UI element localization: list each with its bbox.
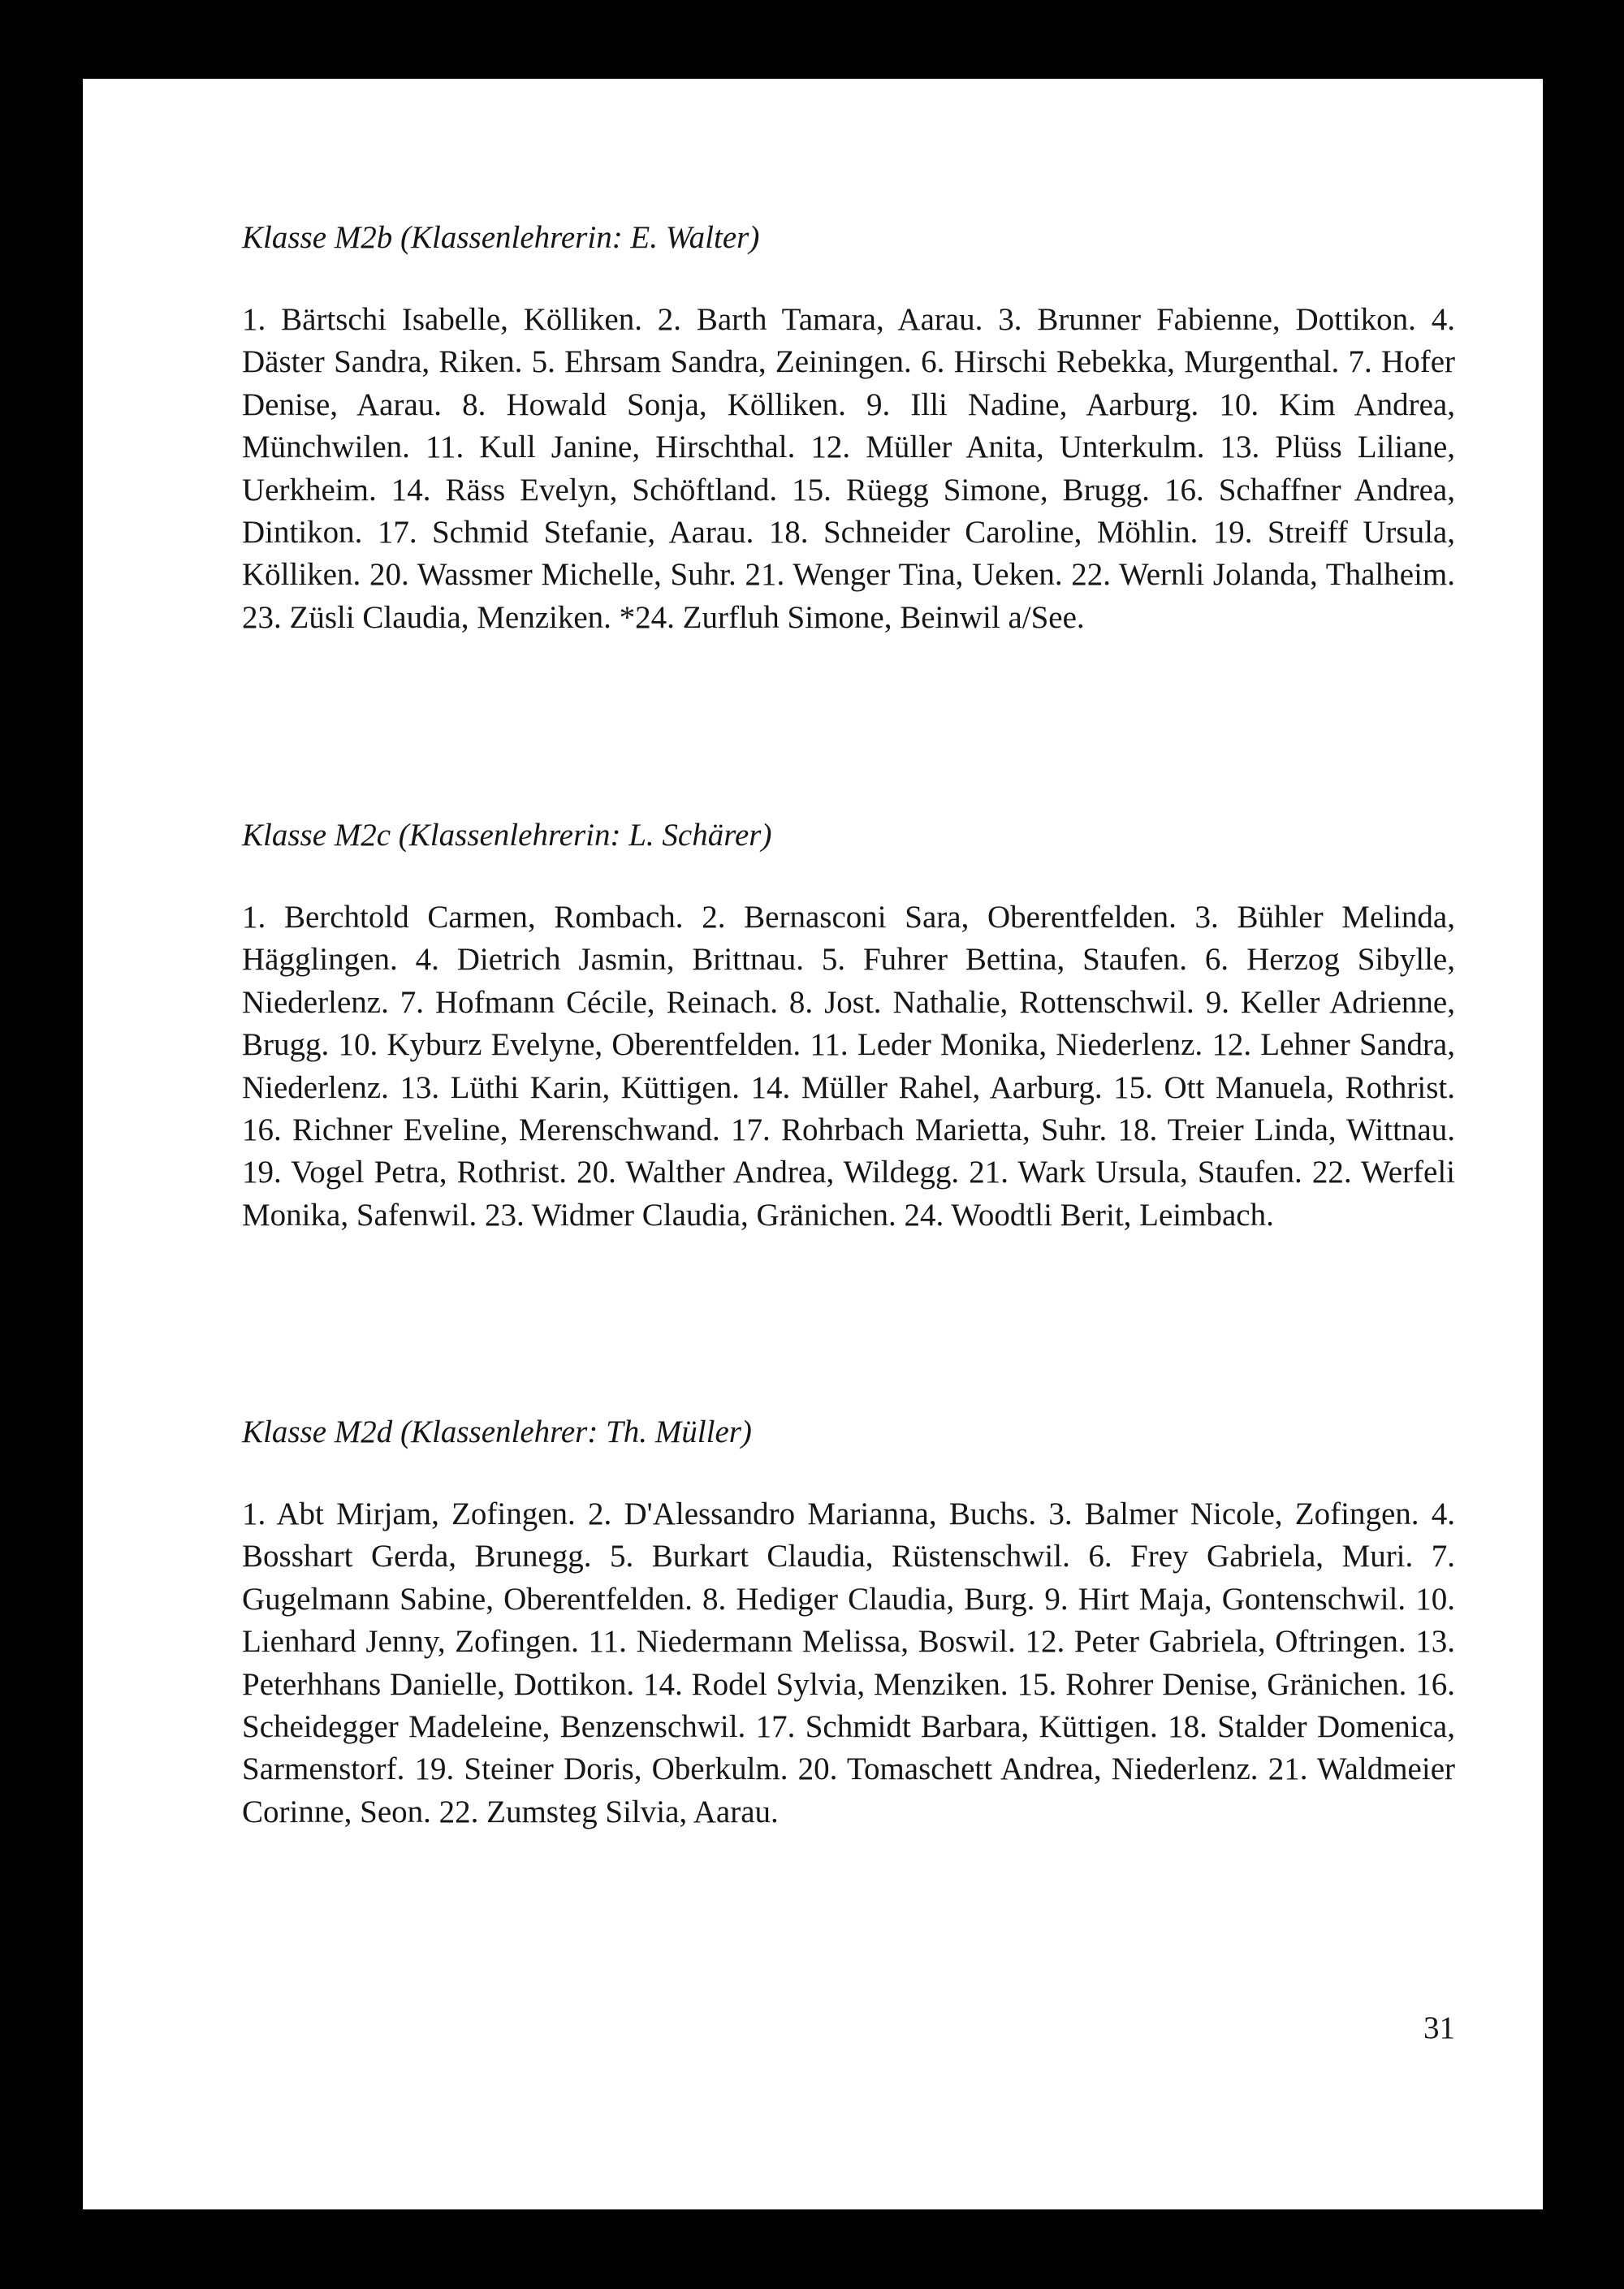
page-number: 31 bbox=[1423, 2010, 1455, 2045]
section-heading: Klasse M2d (Klassenlehrer: Th. Müller) bbox=[242, 1414, 752, 1449]
section-heading: Klasse M2c (Klassenlehrerin: L. Schärer) bbox=[242, 818, 772, 853]
section-heading: Klasse M2b (Klassenlehrerin: E. Walter) bbox=[242, 220, 760, 255]
section-body: 1. Berchtold Carmen, Rombach. 2. Bernasconi Sara, Oberentfelden. 3. Bühler Melinda, Hägglingen. 4. Dietrich Jasmin, Brittnau. 5. Fuhrer Bettina, Staufen. 6. Herzog Sibylle, Niederlenz. 7. Hofmann Cécile, Reinach. 8. Jost. Nathalie, Rottenschwil. 9. Keller Adrienne, Brugg. 10. Kyburz Evelyne, Oberentfelden. 11. Leder Monika, Niederlenz. 12. Lehner Sandra, Niederlenz. 13. Lüthi Karin, Küttigen. 14. Müller Rahel, Aarburg. 15. Ott Manuela, Rothrist. 16. Richner Eveline, Merenschwand. 17. Rohrbach Marietta, Suhr. 18. Treier Linda, Wittnau. 19. Vogel Petra, Rothrist. 20. Walther Andrea, Wildegg. 21. Wark Ursula, Staufen. 22. Werfeli Monika, Safenwil. 23. Widmer Claudia, Gränichen. 24. Woodtli Berit, Leimbach. bbox=[242, 900, 1455, 1233]
section-body: 1. Abt Mirjam, Zofingen. 2. D'Alessandro Marianna, Buchs. 3. Balmer Nicole, Zofingen. 4. Bosshart Gerda, Brunegg. 5. Burkart Claudia, Rüstenschwil. 6. Frey Gabriela, Muri. 7. Gugelmann Sabine, Oberentfelden. 8. Hediger Claudia, Burg. 9. Hirt Maja, Gontenschwil. 10. Lienhard Jenny, Zofingen. 11. Niedermann Melissa, Boswil. 12. Peter Gabriela, Oftringen. 13. Peterhhans Danielle, Dottikon. 14. Rodel Sylvia, Menziken. 15. Rohrer Denise, Gränichen. 16. Scheidegger Madeleine, Benzenschwil. 17. Schmidt Barbara, Küttigen. 18. Stalder Domenica, Sarmenstorf. 19. Steiner Doris, Oberkulm. 20. Tomaschett Andrea, Niederlenz. 21. Waldmeier Corinne, Seon. 22. Zumsteg Silvia, Aarau. bbox=[242, 1496, 1455, 1829]
document-page bbox=[83, 79, 1543, 2209]
section-body: 1. Bärtschi Isabelle, Kölliken. 2. Barth Tamara, Aarau. 3. Brunner Fabienne, Dottikon. 4. Däster Sandra, Riken. 5. Ehrsam Sandra, Zeiningen. 6. Hirschi Rebekka, Murgenthal. 7. Hofer Denise, Aarau. 8. Howald Sonja, Kölliken. 9. Illi Nadine, Aarburg. 10. Kim Andrea, Münchwilen. 11. Kull Janine, Hirschthal. 12. Müller Anita, Unterkulm. 13. Plüss Liliane, Uerkheim. 14. Räss Evelyn, Schöftland. 15. Rüegg Simone, Brugg. 16. Schaffner Andrea, Dintikon. 17. Schmid Stefanie, Aarau. 18. Schneider Caroline, Möhlin. 19. Streiff Ursula, Kölliken. 20. Wassmer Michelle, Suhr. 21. Wenger Tina, Ueken. 22. Wernli Jolanda, Thalheim. 23. Züsli Claudia, Menziken. *24. Zurfluh Simone, Beinwil a/See. bbox=[242, 302, 1455, 635]
